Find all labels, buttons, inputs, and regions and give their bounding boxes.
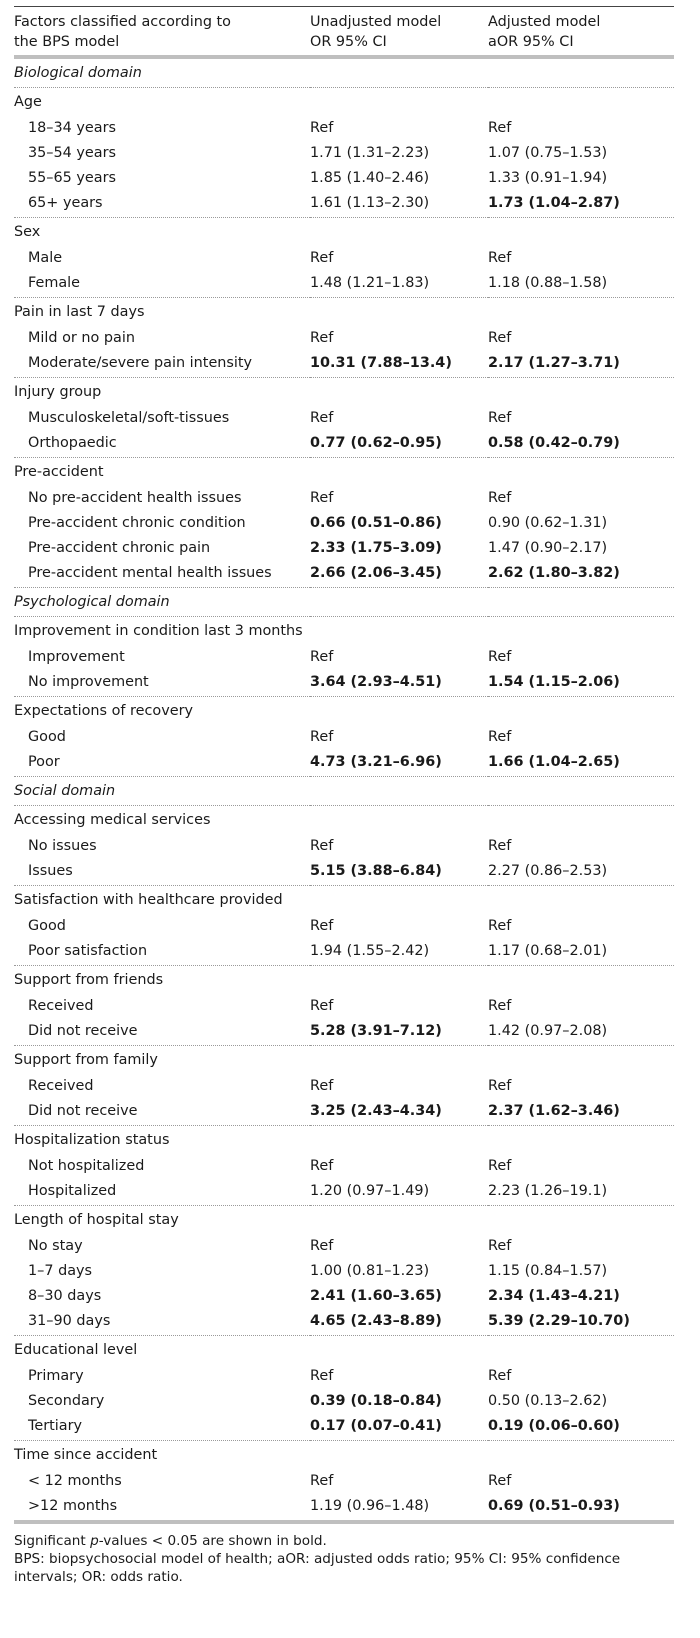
aor-cell: 1.66 (1.04–2.65) bbox=[488, 750, 674, 777]
aor-cell: 1.73 (1.04–2.87) bbox=[488, 191, 674, 218]
table-row bbox=[14, 326, 674, 351]
table-row bbox=[14, 1179, 674, 1206]
group-label: Age bbox=[14, 93, 42, 110]
or-cell: Ref bbox=[310, 1368, 334, 1384]
table-row bbox=[14, 1494, 674, 1522]
table-row bbox=[14, 1309, 674, 1336]
or-cell: 2.66 (2.06–3.45) bbox=[310, 561, 488, 588]
factor-cell: 65+ years bbox=[14, 191, 310, 218]
table-row bbox=[14, 859, 674, 886]
or-cell: 4.65 (2.43–8.89) bbox=[310, 1309, 488, 1336]
group-row bbox=[14, 1336, 674, 1365]
table-row bbox=[14, 645, 674, 670]
aor-cell: 2.62 (1.80–3.82) bbox=[488, 561, 674, 588]
aor-cell: Ref bbox=[488, 490, 512, 506]
factor-cell: Mild or no pain bbox=[28, 330, 135, 346]
aor-cell: 1.17 (0.68–2.01) bbox=[488, 939, 674, 966]
table-row bbox=[14, 271, 674, 298]
table-row bbox=[14, 1154, 674, 1179]
group-label: Pre-accident bbox=[14, 463, 104, 480]
or-cell: 1.94 (1.55–2.42) bbox=[310, 939, 488, 966]
table-row bbox=[14, 1469, 674, 1494]
group-row bbox=[14, 218, 674, 247]
aor-cell: 1.07 (0.75–1.53) bbox=[488, 145, 608, 161]
or-cell: Ref bbox=[310, 729, 334, 745]
or-cell: 0.17 (0.07–0.41) bbox=[310, 1414, 488, 1441]
or-cell: 1.71 (1.31–2.23) bbox=[310, 145, 430, 161]
group-label: Improvement in condition last 3 months bbox=[14, 622, 303, 639]
group-row bbox=[14, 886, 674, 915]
group-label: Satisfaction with healthcare provided bbox=[14, 891, 283, 908]
aor-cell: Ref bbox=[488, 250, 512, 266]
or-cell: 10.31 (7.88–13.4) bbox=[310, 351, 488, 378]
odds-ratio-table bbox=[14, 6, 674, 1524]
or-cell: Ref bbox=[310, 838, 334, 854]
table-row bbox=[14, 670, 674, 697]
table-row bbox=[14, 141, 674, 166]
table-row bbox=[14, 939, 674, 966]
or-cell: Ref bbox=[310, 649, 334, 665]
group-row bbox=[14, 697, 674, 726]
header-row bbox=[14, 7, 674, 57]
group-row bbox=[14, 458, 674, 487]
factor-cell: Issues bbox=[14, 859, 310, 886]
domain-row bbox=[14, 57, 674, 88]
table-row bbox=[14, 1389, 674, 1414]
table-container bbox=[14, 6, 674, 1586]
or-cell: Ref bbox=[310, 1078, 334, 1094]
or-cell: 0.39 (0.18–0.84) bbox=[310, 1393, 442, 1409]
domain-label: Biological domain bbox=[14, 57, 674, 88]
or-cell: 1.20 (0.97–1.49) bbox=[310, 1179, 488, 1206]
table-row bbox=[14, 191, 674, 218]
table-row bbox=[14, 1099, 674, 1126]
aor-cell: Ref bbox=[488, 1078, 512, 1094]
factor-cell: Good bbox=[28, 729, 66, 745]
factor-cell: Musculoskeletal/soft-tissues bbox=[28, 410, 230, 426]
aor-cell: 0.69 (0.51–0.93) bbox=[488, 1494, 674, 1522]
aor-cell: 1.47 (0.90–2.17) bbox=[488, 540, 608, 556]
factor-cell: No stay bbox=[28, 1238, 83, 1254]
table-row bbox=[14, 351, 674, 378]
table-body bbox=[14, 57, 674, 1522]
bottom-rule bbox=[14, 1522, 674, 1524]
or-cell: 3.64 (2.93–4.51) bbox=[310, 670, 488, 697]
table-row bbox=[14, 725, 674, 750]
or-cell: 5.28 (3.91–7.12) bbox=[310, 1019, 488, 1046]
aor-cell: Ref bbox=[488, 838, 512, 854]
or-cell: Ref bbox=[310, 1238, 334, 1254]
aor-cell: Ref bbox=[488, 1158, 512, 1174]
factor-cell: Poor satisfaction bbox=[14, 939, 310, 966]
or-cell: 5.15 (3.88–6.84) bbox=[310, 859, 488, 886]
factor-cell: Pre-accident mental health issues bbox=[14, 561, 310, 588]
aor-cell: 2.17 (1.27–3.71) bbox=[488, 351, 674, 378]
aor-cell: 1.42 (0.97–2.08) bbox=[488, 1019, 674, 1046]
aor-cell: Ref bbox=[488, 120, 512, 136]
aor-cell: 2.27 (0.86–2.53) bbox=[488, 859, 674, 886]
factor-cell: Male bbox=[28, 250, 63, 266]
table-row bbox=[14, 1414, 674, 1441]
aor-cell: 5.39 (2.29–10.70) bbox=[488, 1309, 674, 1336]
group-label: Pain in last 7 days bbox=[14, 303, 145, 320]
or-cell: 1.19 (0.96–1.48) bbox=[310, 1494, 488, 1522]
factor-cell: No issues bbox=[28, 838, 97, 854]
aor-cell: Ref bbox=[488, 918, 512, 934]
group-row bbox=[14, 1126, 674, 1155]
factor-cell: Secondary bbox=[28, 1393, 105, 1409]
group-row bbox=[14, 1441, 674, 1470]
factor-cell: Did not receive bbox=[14, 1099, 310, 1126]
domain-label: Social domain bbox=[14, 777, 674, 806]
or-cell: Ref bbox=[310, 1473, 334, 1489]
or-cell: 2.41 (1.60–3.65) bbox=[310, 1288, 442, 1304]
table-row bbox=[14, 834, 674, 859]
factor-cell: 55–65 years bbox=[28, 170, 116, 186]
or-cell: Ref bbox=[310, 410, 334, 426]
table-row bbox=[14, 914, 674, 939]
aor-cell: 1.18 (0.88–1.58) bbox=[488, 271, 674, 298]
group-label: Time since accident bbox=[14, 1446, 158, 1463]
table-row bbox=[14, 1259, 674, 1284]
or-cell: 1.85 (1.40–2.46) bbox=[310, 170, 430, 186]
or-cell: 1.61 (1.13–2.30) bbox=[310, 191, 488, 218]
or-cell: 2.33 (1.75–3.09) bbox=[310, 540, 442, 556]
table-row bbox=[14, 1284, 674, 1309]
group-row bbox=[14, 298, 674, 327]
aor-cell: 2.23 (1.26–19.1) bbox=[488, 1179, 674, 1206]
or-cell: 0.66 (0.51–0.86) bbox=[310, 515, 442, 531]
aor-cell: Ref bbox=[488, 1238, 512, 1254]
table-row bbox=[14, 406, 674, 431]
aor-cell: Ref bbox=[488, 1473, 512, 1489]
table-row bbox=[14, 1019, 674, 1046]
group-label: Educational level bbox=[14, 1341, 138, 1358]
or-cell: Ref bbox=[310, 330, 334, 346]
or-cell: Ref bbox=[310, 490, 334, 506]
table-row bbox=[14, 1234, 674, 1259]
aor-cell: 2.37 (1.62–3.46) bbox=[488, 1099, 674, 1126]
table-row bbox=[14, 166, 674, 191]
aor-cell: Ref bbox=[488, 410, 512, 426]
group-label: Expectations of recovery bbox=[14, 702, 194, 719]
factor-cell: >12 months bbox=[14, 1494, 310, 1522]
aor-cell: Ref bbox=[488, 649, 512, 665]
factor-cell: Tertiary bbox=[14, 1414, 310, 1441]
aor-cell: 0.50 (0.13–2.62) bbox=[488, 1393, 608, 1409]
aor-cell: Ref bbox=[488, 998, 512, 1014]
table-row bbox=[14, 994, 674, 1019]
factor-cell: Hospitalized bbox=[14, 1179, 310, 1206]
group-label: Hospitalization status bbox=[14, 1131, 170, 1148]
factor-cell: Good bbox=[28, 918, 66, 934]
factor-cell: 8–30 days bbox=[28, 1288, 102, 1304]
aor-cell: 0.19 (0.06–0.60) bbox=[488, 1414, 674, 1441]
factor-cell: No improvement bbox=[14, 670, 310, 697]
aor-cell: 1.33 (0.91–1.94) bbox=[488, 170, 608, 186]
group-label: Support from friends bbox=[14, 971, 164, 988]
factor-cell: Received bbox=[28, 998, 94, 1014]
factor-cell: Female bbox=[14, 271, 310, 298]
table-row bbox=[14, 1074, 674, 1099]
table-row bbox=[14, 431, 674, 458]
table-row bbox=[14, 561, 674, 588]
factor-cell: Improvement bbox=[28, 649, 125, 665]
aor-cell: Ref bbox=[488, 1368, 512, 1384]
table-row bbox=[14, 1364, 674, 1389]
domain-row bbox=[14, 588, 674, 617]
factor-cell: Pre-accident chronic condition bbox=[28, 515, 246, 531]
header-adjusted: Adjusted model aOR 95% CI bbox=[488, 14, 601, 50]
table-row bbox=[14, 116, 674, 141]
table-row bbox=[14, 511, 674, 536]
group-row bbox=[14, 1206, 674, 1235]
factor-cell: 31–90 days bbox=[14, 1309, 310, 1336]
aor-cell: 1.15 (0.84–1.57) bbox=[488, 1263, 608, 1279]
group-label: Accessing medical services bbox=[14, 811, 211, 828]
factor-cell: Poor bbox=[14, 750, 310, 777]
factor-cell: Moderate/severe pain intensity bbox=[14, 351, 310, 378]
or-cell: Ref bbox=[310, 998, 334, 1014]
group-row bbox=[14, 378, 674, 407]
factor-cell: Received bbox=[28, 1078, 94, 1094]
group-row bbox=[14, 806, 674, 835]
or-cell: 1.00 (0.81–1.23) bbox=[310, 1263, 430, 1279]
group-row bbox=[14, 1046, 674, 1075]
table-row bbox=[14, 486, 674, 511]
group-label: Length of hospital stay bbox=[14, 1211, 179, 1228]
factor-cell: Not hospitalized bbox=[28, 1158, 145, 1174]
factor-cell: Primary bbox=[28, 1368, 84, 1384]
or-cell: Ref bbox=[310, 1158, 334, 1174]
group-row bbox=[14, 617, 674, 646]
aor-cell: 2.34 (1.43–4.21) bbox=[488, 1288, 620, 1304]
or-cell: 0.77 (0.62–0.95) bbox=[310, 431, 488, 458]
domain-label: Psychological domain bbox=[14, 588, 674, 617]
or-cell: Ref bbox=[310, 120, 334, 136]
table-row bbox=[14, 246, 674, 271]
header-factors: Factors classified according to the BPS model bbox=[14, 14, 231, 50]
domain-row bbox=[14, 777, 674, 806]
abbreviations-note: BPS: biopsychosocial model of health; aOR: adjusted odds ratio; 95% CI: 95% confidence intervals; OR: odds ratio. bbox=[14, 1551, 621, 1585]
or-cell: Ref bbox=[310, 250, 334, 266]
group-row bbox=[14, 88, 674, 117]
table-row bbox=[14, 536, 674, 561]
aor-cell: 1.54 (1.15–2.06) bbox=[488, 670, 674, 697]
aor-cell: Ref bbox=[488, 330, 512, 346]
group-label: Injury group bbox=[14, 383, 102, 400]
factor-cell: Orthopaedic bbox=[14, 431, 310, 458]
factor-cell: < 12 months bbox=[28, 1473, 122, 1489]
group-label: Support from family bbox=[14, 1051, 158, 1068]
header-unadjusted: Unadjusted model OR 95% CI bbox=[310, 14, 442, 50]
or-cell: 1.48 (1.21–1.83) bbox=[310, 271, 488, 298]
aor-cell: 0.90 (0.62–1.31) bbox=[488, 515, 608, 531]
factor-cell: 18–34 years bbox=[28, 120, 116, 136]
factor-cell: Pre-accident chronic pain bbox=[28, 540, 211, 556]
factor-cell: No pre-accident health issues bbox=[28, 490, 242, 506]
factor-cell: Did not receive bbox=[14, 1019, 310, 1046]
aor-cell: 0.58 (0.42–0.79) bbox=[488, 431, 674, 458]
factor-cell: 35–54 years bbox=[28, 145, 116, 161]
significance-note: Significant p-values < 0.05 are shown in bold. bbox=[14, 1533, 327, 1549]
aor-cell: Ref bbox=[488, 729, 512, 745]
or-cell: 3.25 (2.43–4.34) bbox=[310, 1099, 488, 1126]
table-notes bbox=[14, 1532, 674, 1586]
or-cell: Ref bbox=[310, 918, 334, 934]
group-label: Sex bbox=[14, 223, 41, 240]
or-cell: 4.73 (3.21–6.96) bbox=[310, 750, 488, 777]
factor-cell: 1–7 days bbox=[28, 1263, 93, 1279]
group-row bbox=[14, 966, 674, 995]
table-row bbox=[14, 750, 674, 777]
